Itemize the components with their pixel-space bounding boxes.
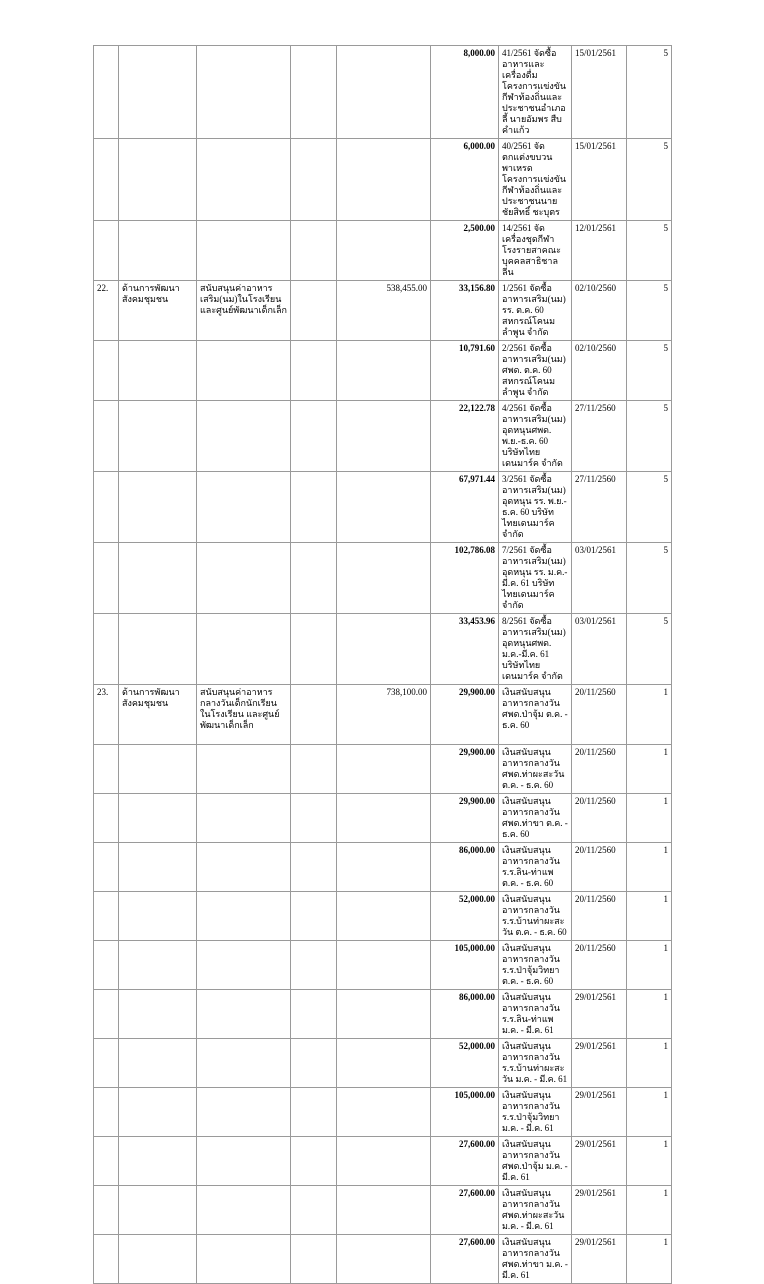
cell-spent-amount: 27,600.00	[431, 1235, 499, 1284]
cell-funding-source: 1	[627, 1137, 672, 1186]
cell-budget-amount	[337, 794, 431, 843]
table-row	[94, 1186, 672, 1235]
cell-spacer	[291, 941, 337, 990]
table-row	[94, 221, 672, 281]
cell-spent-amount: 6,000.00	[431, 139, 499, 221]
cell-transaction-detail: เงินสนับสนุนอาหารกลางวัน ร.ร.บ้านท่าผะสะวัน ต.ค. - ธ.ค. 60	[499, 892, 572, 941]
table-row	[94, 745, 672, 794]
cell-transaction-detail: 14/2561 จัดเครื่องชุดกีฬาโรงรายสาคณะบุคคลสาธิชาลลีน	[499, 221, 572, 281]
cell-spent-amount: 29,900.00	[431, 794, 499, 843]
cell-spent-amount: 22,122.78	[431, 401, 499, 472]
cell-budget-amount	[337, 614, 431, 685]
cell-spent-amount: 29,900.00	[431, 745, 499, 794]
cell-funding-source: 1	[627, 1186, 672, 1235]
cell-transaction-detail: เงินสนับสนุนอาหารกลางวัน ศพด.ท่าผะสะวัน ต.ค. - ธ.ค. 60	[499, 745, 572, 794]
cell-sequence-number	[94, 1088, 119, 1137]
cell-transaction-date: 29/01/2561	[572, 1039, 627, 1088]
cell-budget-amount	[337, 341, 431, 401]
cell-project-name	[197, 221, 291, 281]
table-row	[94, 685, 672, 745]
cell-transaction-detail: เงินสนับสนุนอาหารกลางวัน ร.ร.ป่าจุ้มวิทยา ม.ค. - มี.ค. 61	[499, 1088, 572, 1137]
table-row	[94, 401, 672, 472]
cell-sequence-number	[94, 794, 119, 843]
cell-transaction-date: 12/01/2561	[572, 221, 627, 281]
cell-funding-source: 5	[627, 341, 672, 401]
cell-budget-amount	[337, 1235, 431, 1284]
cell-plan-name	[119, 543, 197, 614]
cell-project-name	[197, 892, 291, 941]
table-row	[94, 892, 672, 941]
cell-sequence-number	[94, 46, 119, 139]
cell-transaction-detail: เงินสนับสนุนอาหารกลางวัน ร.ร.ลิน-ท่าแพ ม.ค. - มี.ค. 61	[499, 990, 572, 1039]
cell-transaction-date: 15/01/2561	[572, 46, 627, 139]
cell-project-name	[197, 472, 291, 543]
cell-funding-source: 1	[627, 990, 672, 1039]
cell-sequence-number	[94, 990, 119, 1039]
cell-transaction-date: 20/11/2560	[572, 843, 627, 892]
cell-project-name: สนับสนุนค่าอาหารกลางวันเด็กนักเรียนในโรงเรียน และศูนย์พัฒนาเด็กเล็ก	[197, 685, 291, 745]
cell-transaction-detail: 40/2561 จัดตกแต่งขบวนพาเหรดโครงการแข่งขันกีฬาท้องถิ่นและประชาชนนายชัยสิทธิ์ ชะบุตร	[499, 139, 572, 221]
table-row	[94, 472, 672, 543]
cell-plan-name	[119, 1235, 197, 1284]
cell-funding-source: 1	[627, 1088, 672, 1137]
cell-project-name	[197, 1235, 291, 1284]
budget-ledger-table	[93, 45, 672, 1284]
cell-transaction-date: 20/11/2560	[572, 794, 627, 843]
cell-sequence-number	[94, 1137, 119, 1186]
cell-spent-amount: 33,453.96	[431, 614, 499, 685]
cell-transaction-date: 27/11/2560	[572, 472, 627, 543]
cell-spacer	[291, 794, 337, 843]
cell-transaction-date: 20/11/2560	[572, 745, 627, 794]
cell-spacer	[291, 892, 337, 941]
table-row	[94, 614, 672, 685]
table-row	[94, 1235, 672, 1284]
cell-sequence-number	[94, 139, 119, 221]
cell-transaction-date: 03/01/2561	[572, 543, 627, 614]
cell-sequence-number	[94, 941, 119, 990]
cell-transaction-detail: เงินสนับสนุนอาหารกลางวัน ร.ร.ป่าจุ้มวิทยา ต.ค. - ธ.ค. 60	[499, 941, 572, 990]
cell-spent-amount: 8,000.00	[431, 46, 499, 139]
cell-budget-amount: 738,100.00	[337, 685, 431, 745]
cell-funding-source: 1	[627, 794, 672, 843]
cell-sequence-number	[94, 892, 119, 941]
cell-transaction-detail: 8/2561 จัดซื้ออาหารเสริม(นม) อุดหนุนศพด. ม.ค.-มี.ค. 61 บริษัทไทยเดนมาร์ค จำกัด	[499, 614, 572, 685]
cell-plan-name	[119, 745, 197, 794]
cell-project-name: สนับสนุนค่าอาหารเสริม(นม)ในโรงเรียน และศูนย์พัฒนาเด็กเล็ก	[197, 281, 291, 341]
cell-spacer	[291, 472, 337, 543]
table-row	[94, 543, 672, 614]
table-row	[94, 281, 672, 341]
cell-spacer	[291, 46, 337, 139]
cell-budget-amount	[337, 1088, 431, 1137]
cell-funding-source: 5	[627, 472, 672, 543]
cell-spacer	[291, 1186, 337, 1235]
cell-spent-amount: 2,500.00	[431, 221, 499, 281]
cell-sequence-number	[94, 221, 119, 281]
cell-spent-amount: 102,786.08	[431, 543, 499, 614]
table-row	[94, 843, 672, 892]
cell-plan-name	[119, 614, 197, 685]
cell-plan-name	[119, 221, 197, 281]
cell-funding-source: 5	[627, 46, 672, 139]
cell-transaction-detail: เงินสนับสนุนอาหารกลางวัน ศพด.ป่าจุ้ม ม.ค. - มี.ค. 61	[499, 1137, 572, 1186]
cell-spacer	[291, 685, 337, 745]
cell-plan-name	[119, 990, 197, 1039]
cell-project-name	[197, 1137, 291, 1186]
cell-plan-name: ด้านการพัฒนาสังคมชุมชน	[119, 281, 197, 341]
cell-transaction-date: 29/01/2561	[572, 1186, 627, 1235]
cell-spacer	[291, 341, 337, 401]
cell-sequence-number	[94, 843, 119, 892]
cell-sequence-number: 22.	[94, 281, 119, 341]
cell-project-name	[197, 843, 291, 892]
cell-plan-name	[119, 341, 197, 401]
table-row	[94, 46, 672, 139]
cell-budget-amount	[337, 941, 431, 990]
cell-sequence-number	[94, 745, 119, 794]
cell-spacer	[291, 543, 337, 614]
cell-spent-amount: 10,791.60	[431, 341, 499, 401]
cell-funding-source: 5	[627, 543, 672, 614]
cell-spacer	[291, 1039, 337, 1088]
cell-budget-amount	[337, 221, 431, 281]
cell-funding-source: 1	[627, 1039, 672, 1088]
cell-plan-name	[119, 1039, 197, 1088]
cell-spacer	[291, 139, 337, 221]
cell-transaction-date: 03/01/2561	[572, 614, 627, 685]
cell-project-name	[197, 990, 291, 1039]
cell-budget-amount	[337, 990, 431, 1039]
cell-funding-source: 5	[627, 139, 672, 221]
cell-budget-amount	[337, 1039, 431, 1088]
cell-transaction-detail: เงินสนับสนุนอาหารกลางวัน ศพด.ท่าผะสะวัน ม.ค. - มี.ค. 61	[499, 1186, 572, 1235]
cell-sequence-number	[94, 1235, 119, 1284]
cell-project-name	[197, 745, 291, 794]
cell-plan-name	[119, 892, 197, 941]
cell-plan-name	[119, 46, 197, 139]
cell-sequence-number	[94, 472, 119, 543]
cell-transaction-detail: 4/2561 จัดซื้ออาหารเสริม(นม) อุดหนุนศพด. พ.ย.-ธ.ค. 60 บริษัทไทยเดนมาร์ค จำกัด	[499, 401, 572, 472]
cell-sequence-number	[94, 1039, 119, 1088]
cell-plan-name	[119, 1186, 197, 1235]
cell-sequence-number: 23.	[94, 685, 119, 745]
cell-transaction-date: 20/11/2560	[572, 892, 627, 941]
cell-transaction-date: 02/10/2560	[572, 281, 627, 341]
cell-spacer	[291, 401, 337, 472]
cell-budget-amount	[337, 543, 431, 614]
cell-spent-amount: 27,600.00	[431, 1186, 499, 1235]
cell-project-name	[197, 341, 291, 401]
cell-spacer	[291, 1137, 337, 1186]
cell-funding-source: 1	[627, 745, 672, 794]
cell-spacer	[291, 614, 337, 685]
cell-spacer	[291, 1235, 337, 1284]
cell-spent-amount: 29,900.00	[431, 685, 499, 745]
cell-transaction-date: 29/01/2561	[572, 1088, 627, 1137]
cell-spent-amount: 105,000.00	[431, 1088, 499, 1137]
table-row	[94, 1088, 672, 1137]
cell-spent-amount: 86,000.00	[431, 843, 499, 892]
cell-funding-source: 1	[627, 843, 672, 892]
table-row	[94, 1039, 672, 1088]
cell-transaction-detail: เงินสนับสนุนอาหารกลางวัน ร.ร.บ้านท่าผะสะวัน ม.ค. - มี.ค. 61	[499, 1039, 572, 1088]
cell-transaction-detail: 2/2561 จัดซื้ออาหารเสริม(นม) ศพด. ต.ค. 60 สหกรณ์โคนมลำพูน จำกัด	[499, 341, 572, 401]
cell-plan-name	[119, 401, 197, 472]
cell-project-name	[197, 543, 291, 614]
cell-transaction-detail: 7/2561 จัดซื้ออาหารเสริม(นม) อุดหนุน รร. ม.ค.-มี.ค. 61 บริษัทไทยเดนมาร์ค จำกัด	[499, 543, 572, 614]
cell-transaction-detail: 3/2561 จัดซื้ออาหารเสริม(นม) อุดหนุน รร. พ.ย.-ธ.ค. 60 บริษัทไทยเดนมาร์ค จำกัด	[499, 472, 572, 543]
cell-project-name	[197, 614, 291, 685]
cell-transaction-detail: เงินสนับสนุนอาหารกลางวัน ร.ร.ลิน-ท่าแพ ต.ค. - ธ.ค. 60	[499, 843, 572, 892]
cell-budget-amount	[337, 472, 431, 543]
table-row	[94, 341, 672, 401]
cell-spacer	[291, 221, 337, 281]
cell-spacer	[291, 1088, 337, 1137]
cell-spent-amount: 105,000.00	[431, 941, 499, 990]
cell-budget-amount	[337, 892, 431, 941]
cell-budget-amount	[337, 745, 431, 794]
cell-sequence-number	[94, 614, 119, 685]
cell-plan-name	[119, 1088, 197, 1137]
cell-funding-source: 5	[627, 221, 672, 281]
cell-transaction-date: 29/01/2561	[572, 1137, 627, 1186]
cell-transaction-detail: เงินสนับสนุนอาหารกลางวัน ศพด.ป่าจุ้ม ต.ค. - ธ.ค. 60	[499, 685, 572, 745]
cell-transaction-detail: 1/2561 จัดซื้ออาหารเสริม(นม) รร. ต.ค. 60 สหกรณ์โคนมลำพูน จำกัด	[499, 281, 572, 341]
cell-project-name	[197, 46, 291, 139]
cell-transaction-date: 27/11/2560	[572, 401, 627, 472]
cell-project-name	[197, 1088, 291, 1137]
cell-transaction-date: 29/01/2561	[572, 990, 627, 1039]
cell-funding-source: 1	[627, 941, 672, 990]
table-row	[94, 990, 672, 1039]
cell-plan-name	[119, 794, 197, 843]
cell-spent-amount: 67,971.44	[431, 472, 499, 543]
cell-transaction-detail: 41/2561 จัดซื้ออาหารและเครื่องดื่ม โครงการแข่งขันกีฬาท้องถิ่นและประชาชนอำเภอลี้ นายอัมพร สืบคำแก้ว	[499, 46, 572, 139]
cell-plan-name	[119, 1137, 197, 1186]
cell-spacer	[291, 745, 337, 794]
cell-project-name	[197, 794, 291, 843]
cell-project-name	[197, 1186, 291, 1235]
cell-funding-source: 5	[627, 401, 672, 472]
cell-plan-name	[119, 843, 197, 892]
cell-spacer	[291, 990, 337, 1039]
cell-sequence-number	[94, 401, 119, 472]
cell-sequence-number	[94, 543, 119, 614]
cell-budget-amount	[337, 843, 431, 892]
cell-transaction-detail: เงินสนับสนุนอาหารกลางวัน ศพด.ท่าขา ต.ค. - ธ.ค. 60	[499, 794, 572, 843]
table-row	[94, 794, 672, 843]
cell-funding-source: 1	[627, 685, 672, 745]
cell-sequence-number	[94, 1186, 119, 1235]
cell-budget-amount	[337, 1186, 431, 1235]
cell-funding-source: 1	[627, 1235, 672, 1284]
cell-transaction-detail: เงินสนับสนุนอาหารกลางวัน ศพด.ท่าขา ม.ค. - มี.ค. 61	[499, 1235, 572, 1284]
cell-spent-amount: 33,156.80	[431, 281, 499, 341]
cell-project-name	[197, 401, 291, 472]
cell-plan-name	[119, 941, 197, 990]
cell-spent-amount: 52,000.00	[431, 892, 499, 941]
table-row	[94, 139, 672, 221]
cell-budget-amount	[337, 139, 431, 221]
cell-budget-amount	[337, 401, 431, 472]
budget-ledger-body	[94, 46, 672, 1284]
cell-transaction-date: 15/01/2561	[572, 139, 627, 221]
budget-ledger-sheet	[93, 45, 671, 1284]
cell-plan-name: ด้านการพัฒนาสังคมชุมชน	[119, 685, 197, 745]
cell-project-name	[197, 139, 291, 221]
cell-plan-name	[119, 139, 197, 221]
cell-project-name	[197, 1039, 291, 1088]
cell-transaction-date: 29/01/2561	[572, 1235, 627, 1284]
cell-spent-amount: 27,600.00	[431, 1137, 499, 1186]
cell-spacer	[291, 281, 337, 341]
cell-budget-amount	[337, 1137, 431, 1186]
table-row	[94, 1137, 672, 1186]
cell-spent-amount: 86,000.00	[431, 990, 499, 1039]
table-row	[94, 941, 672, 990]
cell-transaction-date: 02/10/2560	[572, 341, 627, 401]
cell-project-name	[197, 941, 291, 990]
cell-sequence-number	[94, 341, 119, 401]
cell-budget-amount	[337, 46, 431, 139]
cell-funding-source: 5	[627, 281, 672, 341]
cell-funding-source: 5	[627, 614, 672, 685]
cell-transaction-date: 20/11/2560	[572, 941, 627, 990]
cell-funding-source: 1	[627, 892, 672, 941]
cell-budget-amount: 538,455.00	[337, 281, 431, 341]
cell-plan-name	[119, 472, 197, 543]
cell-spacer	[291, 843, 337, 892]
cell-transaction-date: 20/11/2560	[572, 685, 627, 745]
cell-spent-amount: 52,000.00	[431, 1039, 499, 1088]
